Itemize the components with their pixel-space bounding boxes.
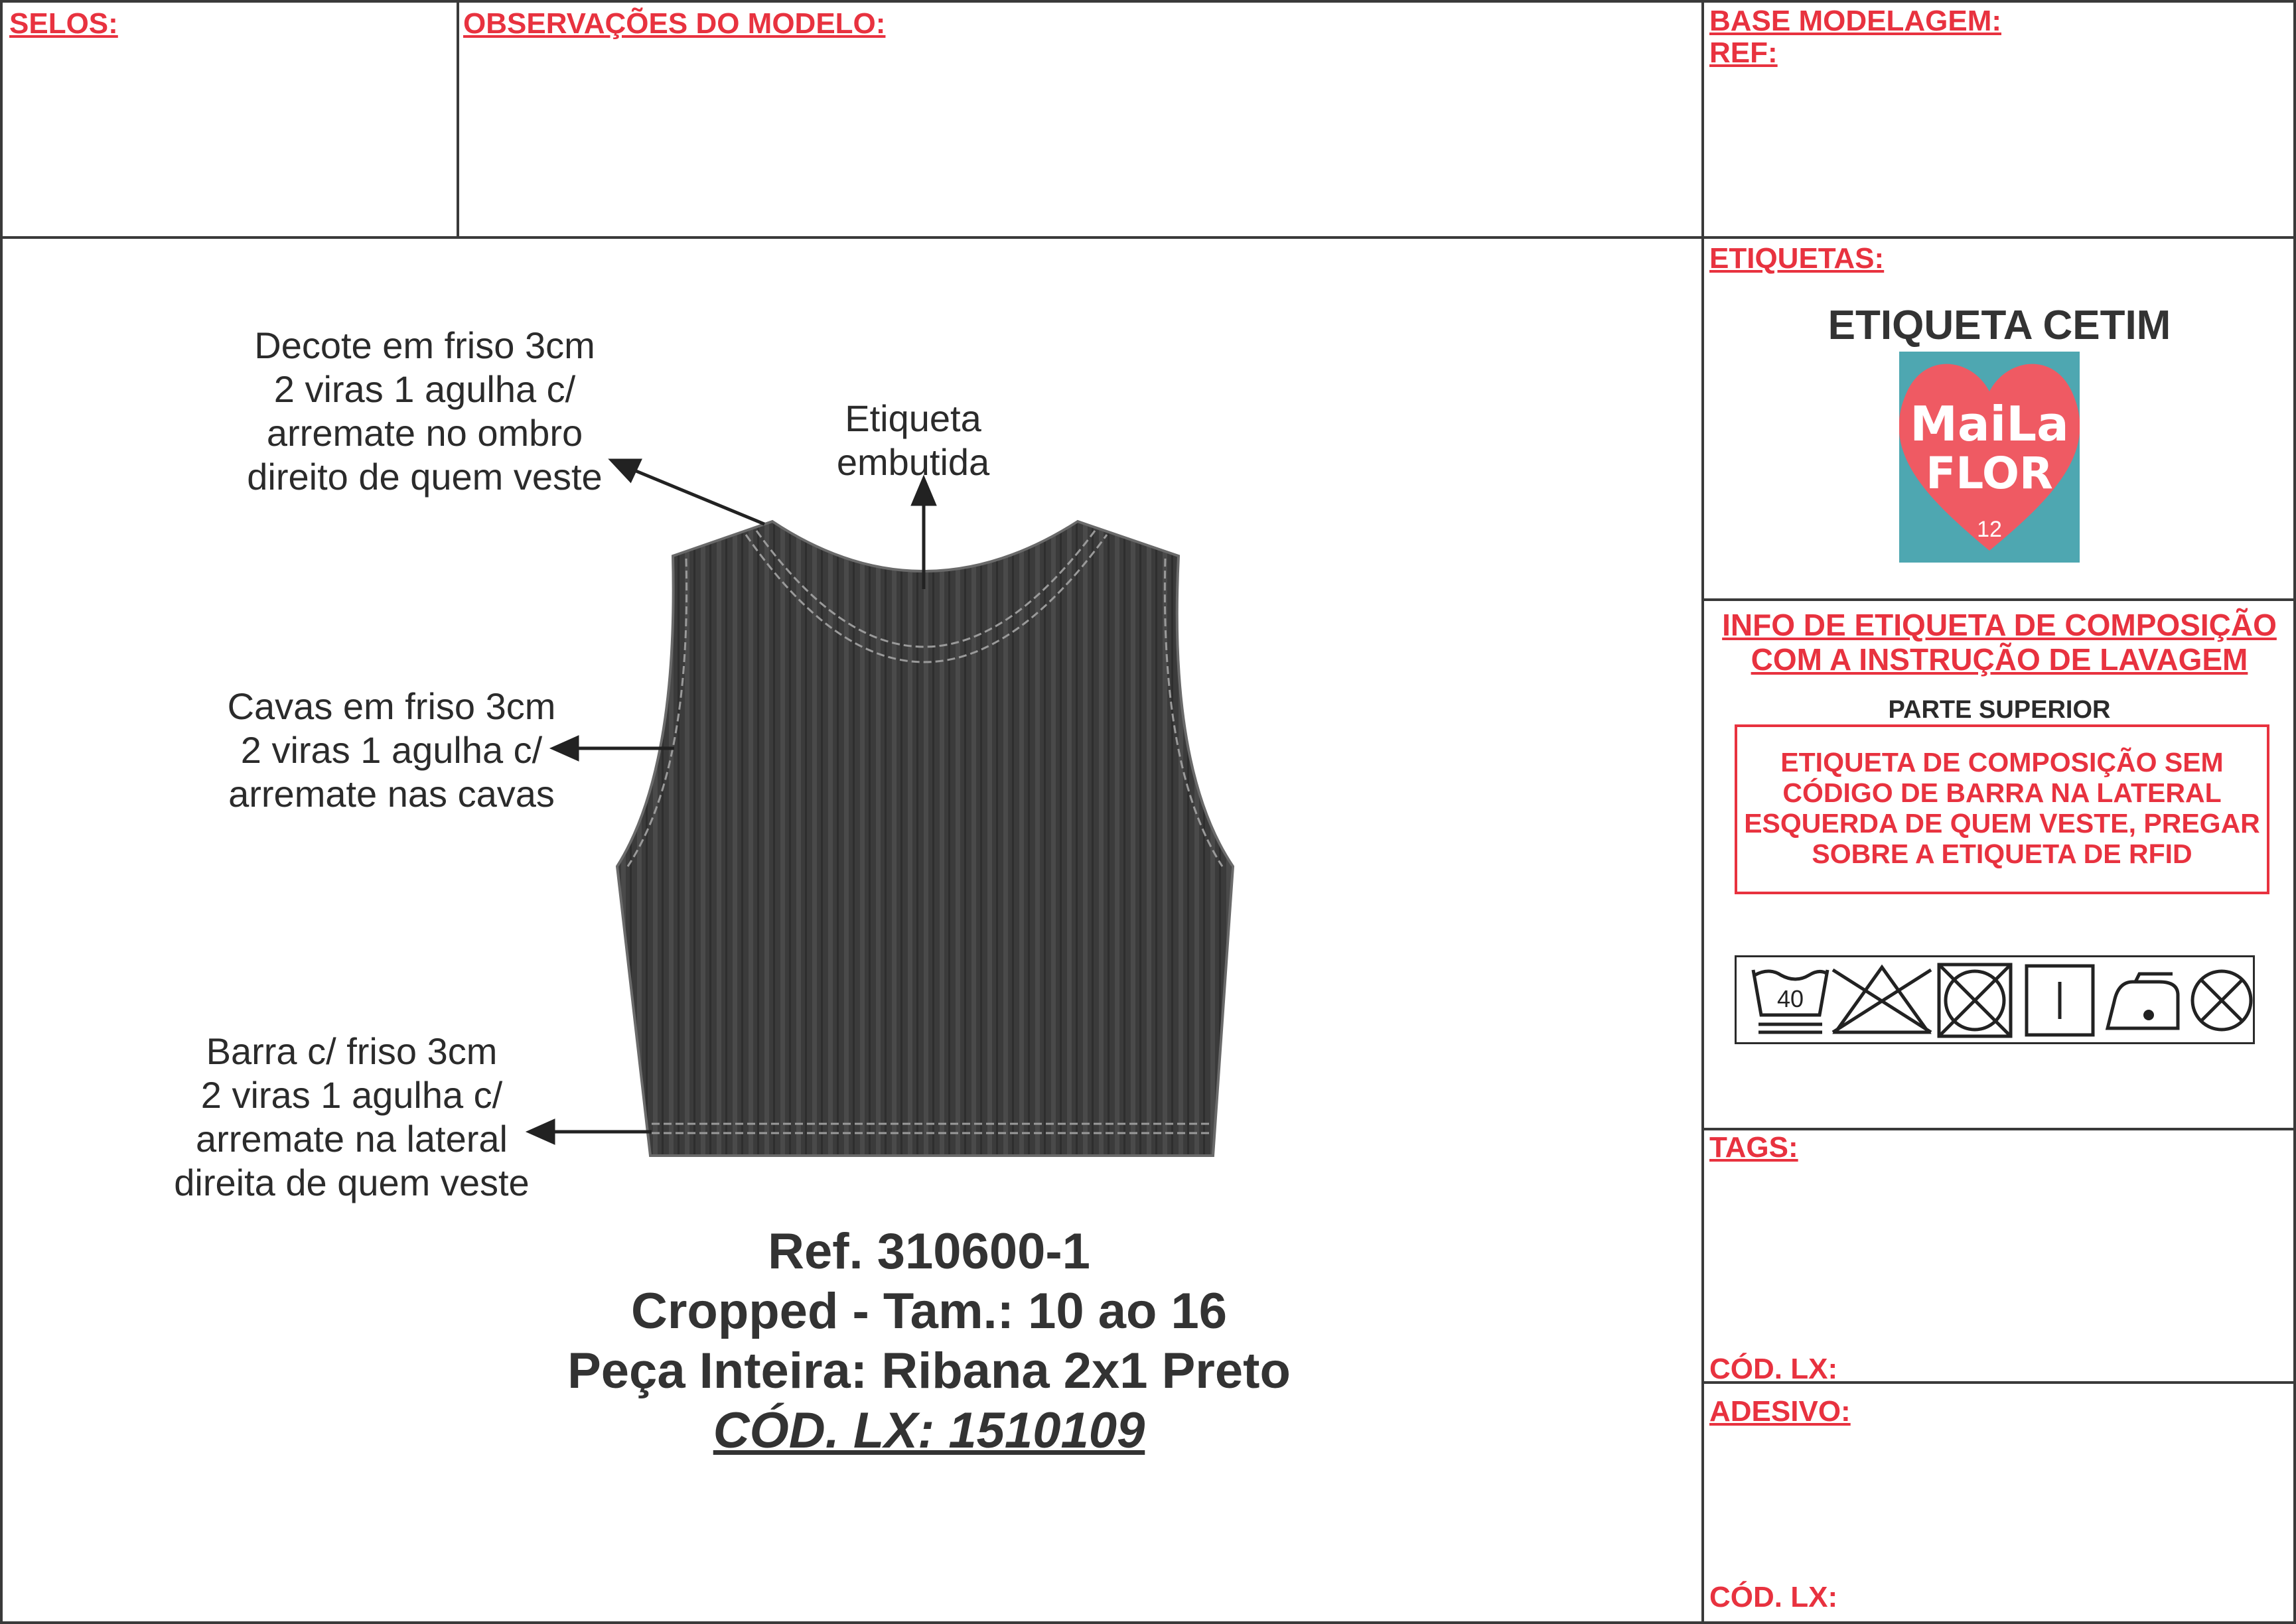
info-composicao-line-2: COM A INSTRUÇÃO DE LAVAGEM: [1751, 642, 2248, 677]
dry-flat-icon: [2027, 966, 2093, 1035]
composicao-box: [1735, 724, 2269, 894]
base-modelagem-header: BASE MODELAGEM:: [1709, 5, 2001, 37]
composicao-line-2: CÓDIGO DE BARRA NA LATERAL: [1782, 778, 2222, 808]
no-bleach-icon: [1833, 967, 1931, 1032]
callout-decote-line-3: arremate no ombro: [266, 412, 583, 454]
callout-etiqueta-line-2: embutida: [836, 441, 990, 483]
iron-low-icon: [2108, 974, 2178, 1028]
etiquetas-header: ETIQUETAS:: [1709, 242, 1885, 275]
product-ref: Ref. 310600-1: [768, 1223, 1090, 1280]
callout-decote-line-1: Decote em friso 3cm: [254, 324, 595, 366]
adesivo-header: ADESIVO:: [1709, 1395, 1851, 1428]
callout-etiqueta: [794, 397, 1033, 484]
adesivo-cod-lx: CÓD. LX:: [1709, 1581, 1838, 1613]
info-composicao-line-1: INFO DE ETIQUETA DE COMPOSIÇÃO: [1722, 608, 2277, 642]
divider-right-column: [1701, 0, 1704, 1624]
iron-dot: [2143, 1010, 2154, 1020]
no-dry-clean-icon: [2192, 971, 2251, 1030]
parte-superior-label: PARTE SUPERIOR: [1888, 696, 2111, 724]
callout-cavas-line-3: arremate nas cavas: [228, 773, 555, 815]
callout-barra-line-2: 2 viras 1 agulha c/: [200, 1074, 503, 1116]
callout-barra-line-3: arremate na lateral: [195, 1118, 508, 1160]
arrow-decote: [612, 460, 764, 524]
callout-cavas-line-2: 2 viras 1 agulha c/: [240, 729, 543, 771]
callout-decote-line-2: 2 viras 1 agulha c/: [273, 368, 576, 410]
callout-cavas-line-1: Cavas em friso 3cm: [227, 685, 556, 727]
product-cod-lx: CÓD. LX: 1510109: [713, 1402, 1145, 1459]
divider-info-tags: [1703, 1128, 2296, 1130]
callout-barra-line-4: direita de quem veste: [174, 1162, 530, 1203]
callout-barra-line-1: Barra c/ friso 3cm: [206, 1030, 498, 1072]
etiqueta-cetim-title: ETIQUETA CETIM: [1828, 303, 2171, 348]
composicao-line-1: ETIQUETA DE COMPOSIÇÃO SEM: [1780, 747, 2224, 778]
care-symbols-strip: [1735, 955, 2255, 1044]
callout-decote-line-4: direito de quem veste: [247, 456, 603, 498]
callout-decote: [219, 324, 630, 499]
maila-flor-logo: [1899, 352, 2080, 563]
composicao-line-4: SOBRE A ETIQUETA DE RFID: [1812, 839, 2192, 869]
no-tumble-dry-icon: [1939, 965, 2011, 1036]
tags-header: TAGS:: [1709, 1131, 1798, 1164]
selos-header: SELOS:: [9, 7, 118, 40]
logo-number: 12: [1977, 517, 2002, 542]
callout-etiqueta-line-1: Etiqueta: [845, 397, 981, 439]
callout-cavas: [206, 685, 577, 816]
cropped-top-body: [617, 521, 1233, 1156]
logo-text-maila: MaiLa: [1910, 396, 2069, 452]
logo-text-flor: FLOR: [1926, 448, 2053, 499]
ref-header: REF:: [1709, 36, 1778, 69]
composicao-line-3: ESQUERDA DE QUEM VESTE, PREGAR: [1744, 808, 2260, 839]
wash-temp: 40: [1776, 985, 1804, 1012]
divider-etiquetas-info: [1703, 598, 2296, 601]
callout-barra: [153, 1030, 551, 1205]
product-model: Cropped - Tam.: 10 ao 16: [630, 1283, 1228, 1339]
product-fabric: Peça Inteira: Ribana 2x1 Preto: [567, 1343, 1291, 1399]
tags-cod-lx: CÓD. LX:: [1709, 1353, 1838, 1385]
observacoes-header: OBSERVAÇÕES DO MODELO:: [463, 7, 886, 40]
